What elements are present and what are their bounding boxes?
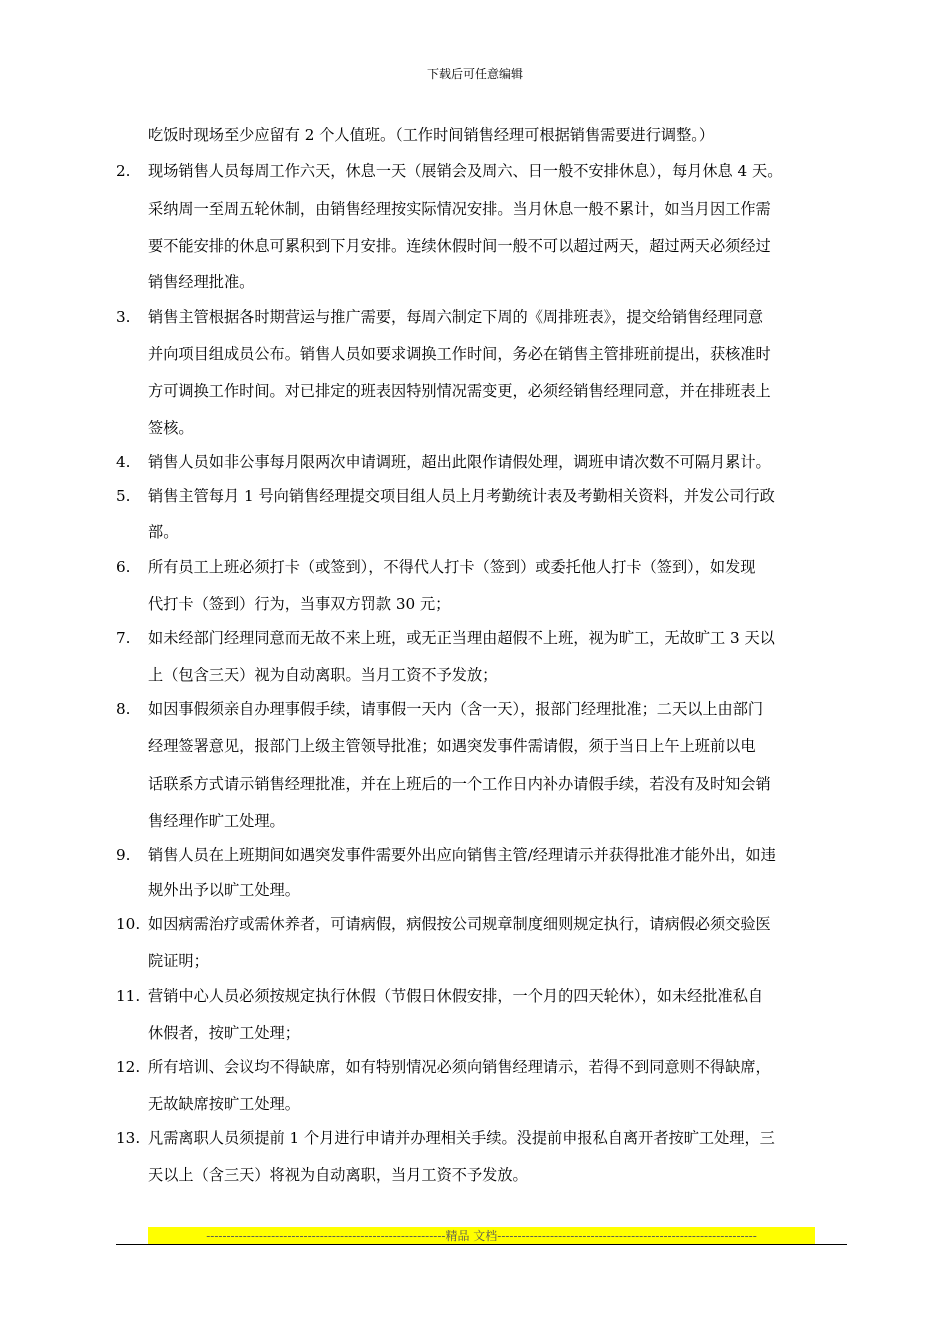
item-line: 所有培训、会议均不得缺席，如有特别情况必须向销售经理请示，若得不到同意则不得缺席， <box>148 1058 771 1076</box>
item-number: 4. <box>116 453 131 471</box>
item-line: 院证明； <box>148 952 209 970</box>
item-line: 如因事假须亲自办理事假手续，请事假一天内（含一天），报部门经理批准；二天以上由部门 <box>148 700 764 718</box>
item-line: 代打卡（签到）行为，当事双方罚款 30 元； <box>148 595 451 613</box>
item-number: 9. <box>116 846 131 864</box>
item-line: 上（包含三天）视为自动离职。当月工资不予发放； <box>148 666 498 684</box>
item-number: 7. <box>116 629 131 647</box>
intro-line: 吃饭时现场至少应留有 2 个人值班。（工作时间销售经理可根据销售需要进行调整。） <box>148 126 715 144</box>
item-number: 5. <box>116 487 131 505</box>
item-line: 销售主管每月 1 号向销售经理提交项目组人员上月考勤统计表及考勤相关资料，并发公司行政 <box>148 487 775 505</box>
item-line: 所有员工上班必须打卡（或签到），不得代人打卡（签到）或委托他人打卡（签到），如发现 <box>148 558 756 576</box>
item-line: 营销中心人员必须按规定执行休假（节假日休假安排，一个月的四天轮休），如未经批准私自 <box>148 987 764 1005</box>
item-number: 8. <box>116 700 131 718</box>
item-line: 休假者，按旷工处理； <box>148 1024 300 1042</box>
item-number: 2. <box>116 162 131 180</box>
item-line: 销售经理批准。 <box>148 273 255 291</box>
item-line: 现场销售人员每周工作六天，休息一天（展销会及周六、日一般不安排休息），每月休息 4 天。 <box>148 162 783 180</box>
item-line: 部。 <box>148 523 179 541</box>
item-line: 无故缺席按旷工处理。 <box>148 1095 300 1113</box>
item-line: 采纳周一至周五轮休制，由销售经理按实际情况安排。当月休息一般不累计，如当月因工作需 <box>148 200 771 218</box>
item-line: 如因病需治疗或需休养者，可请病假，病假按公司规章制度细则规定执行，请病假必须交验医 <box>148 915 771 933</box>
item-number: 12. <box>116 1058 141 1076</box>
item-line: 天以上（含三天）将视为自动离职，当月工资不予发放。 <box>148 1166 528 1184</box>
item-line: 销售人员如非公事每月限两次申请调班，超出此限作请假处理，调班申请次数不可隔月累计。 <box>148 453 771 471</box>
item-number: 6. <box>116 558 131 576</box>
item-number: 10. <box>116 915 141 933</box>
item-line: 凡需离职人员须提前 1 个月进行申请并办理相关手续。没提前申报私自离开者按旷工处理，三 <box>148 1129 775 1147</box>
footer-divider <box>116 1244 847 1245</box>
item-line: 签核。 <box>148 419 194 437</box>
item-number: 11. <box>116 987 141 1005</box>
footer-banner: -----------------------------------------------------------精品 文档---------------------------------------------------------------- <box>148 1227 815 1245</box>
item-line: 话联系方式请示销售经理批准，并在上班后的一个工作日内补办请假手续，若没有及时知会销 <box>148 775 771 793</box>
item-number: 13. <box>116 1129 141 1147</box>
item-line: 销售人员在上班期间如遇突发事件需要外出应向销售主管/经理请示并获得批准才能外出，如违 <box>148 846 776 864</box>
page-header: 下载后可任意编辑 <box>426 67 523 81</box>
item-line: 经理签署意见，报部门上级主管领导批准；如遇突发事件需请假，须于当日上午上班前以电 <box>148 737 756 755</box>
item-line: 销售主管根据各时期营运与推广需要，每周六制定下周的《周排班表》，提交给销售经理同意 <box>148 308 764 326</box>
item-line: 如未经部门经理同意而无故不来上班，或无正当理由超假不上班，视为旷工，无故旷工 3 天以 <box>148 629 775 647</box>
item-line: 方可调换工作时间。对已排定的班表因特别情况需变更，必须经销售经理同意，并在排班表上 <box>148 382 771 400</box>
item-number: 3. <box>116 308 131 326</box>
item-line: 售经理作旷工处理。 <box>148 812 285 830</box>
item-line: 要不能安排的休息可累积到下月安排。连续休假时间一般不可以超过两天，超过两天必须经过 <box>148 237 771 255</box>
item-line: 规外出予以旷工处理。 <box>148 881 300 899</box>
item-line: 并向项目组成员公布。销售人员如要求调换工作时间，务必在销售主管排班前提出，获核准时 <box>148 345 771 363</box>
